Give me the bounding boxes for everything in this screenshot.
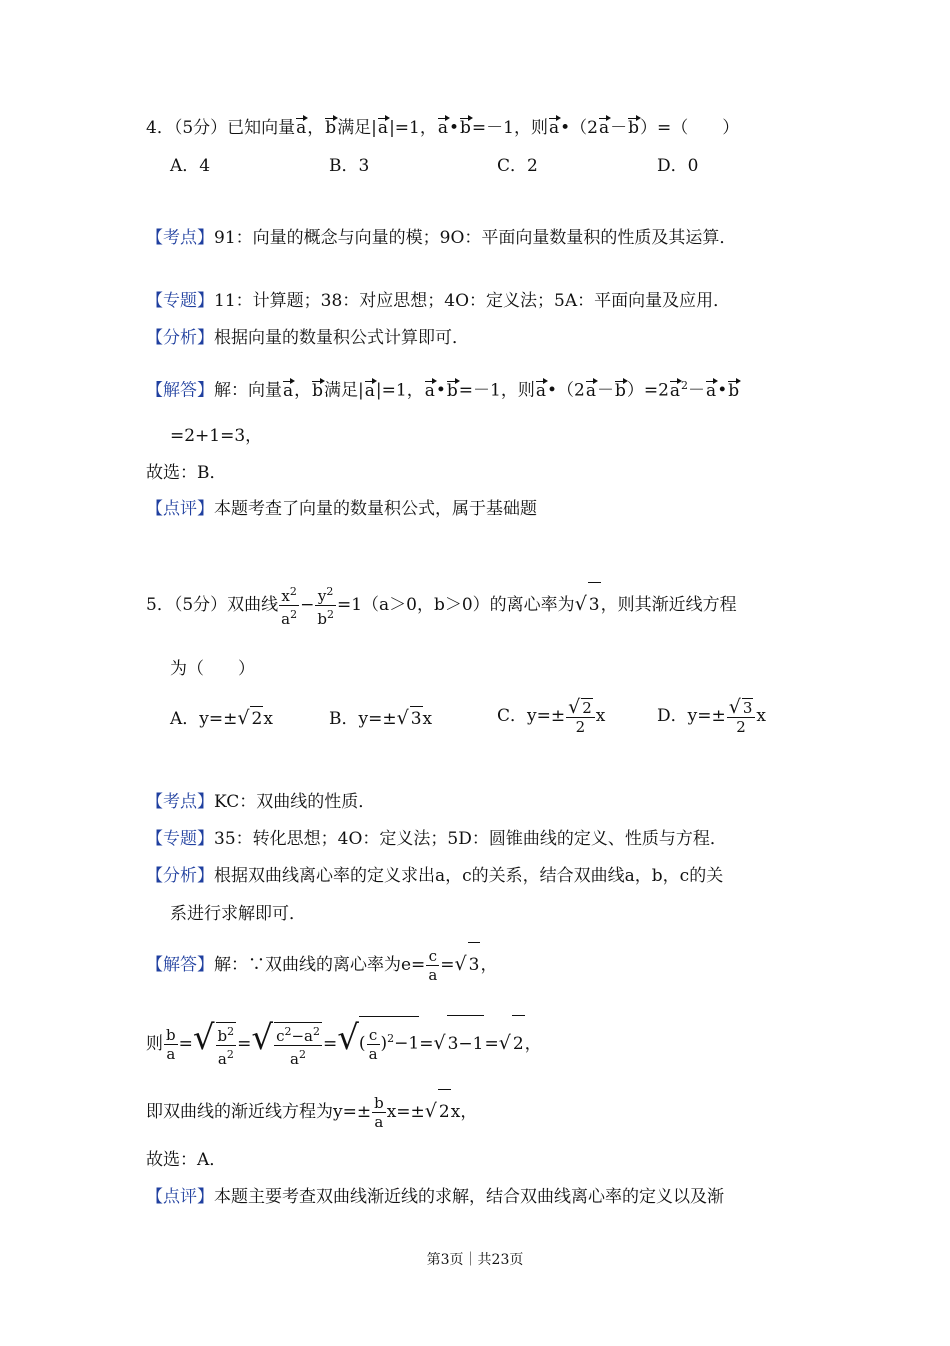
q5-fenxi: 【分析】根据双曲线离心率的定义求出a，c的关系，结合双曲线a，b，c的关 bbox=[146, 866, 724, 886]
kaodian-tag: 【考点】 bbox=[146, 228, 214, 248]
q4-stem: 4．（5分）已知向量a，b满足|a|=1，a•b=－1，则a•（2a－b）=（ ） bbox=[146, 118, 740, 138]
radical-icon: √ bbox=[454, 953, 467, 975]
vector-a: a bbox=[535, 380, 546, 401]
fraction-b2-a2: $\frac{b^2}{a^2}$ bbox=[216, 1022, 237, 1068]
radical-icon: √ bbox=[237, 707, 250, 729]
radical-icon: √ bbox=[433, 1032, 446, 1054]
vector-a: a bbox=[283, 380, 294, 401]
radical-icon: √ bbox=[424, 1100, 437, 1122]
vector-a: a bbox=[598, 118, 610, 138]
q5-fenxi-line2: 系进行求解即可． bbox=[170, 904, 306, 924]
radical-icon: √ bbox=[568, 695, 581, 718]
q5-kaodian: 【考点】KC：双曲线的性质． bbox=[146, 792, 376, 812]
radical-icon: √ bbox=[498, 1032, 511, 1054]
jieda-tag: 【解答】 bbox=[146, 380, 214, 401]
q5-option-b: B．y=±√ 3x bbox=[329, 707, 433, 729]
jieda-tag: 【解答】 bbox=[146, 955, 214, 975]
radical-icon: √ bbox=[396, 707, 409, 729]
fraction-c-a: $\frac{c}{a}$ bbox=[368, 1026, 378, 1063]
q5-stem: 5．（5分）双曲线 $\frac{x^2}{a^2}$ − $\frac{y^2}{b^2}$ =1（a＞0，b＞0）的离心率为√ 3，则其渐近线方程 bbox=[146, 582, 737, 628]
q4-zhuanti: 【专题】11：计算题；38：对应思想；4O：定义法；5A：平面向量及应用． bbox=[146, 291, 731, 311]
dianping-tag: 【点评】 bbox=[146, 499, 214, 519]
vector-a: a bbox=[548, 118, 560, 138]
kaodian-tag: 【考点】 bbox=[146, 792, 214, 812]
fraction-sqrt2-2: $\frac{√ 2}{2}$ bbox=[566, 698, 595, 736]
q5-option-d: D．y=± $\frac{√ 3}{2}$ x bbox=[657, 695, 766, 736]
page-footer: 第3页｜共23页 bbox=[426, 1252, 524, 1268]
dianping-tag: 【点评】 bbox=[146, 1187, 214, 1207]
vector-a: a bbox=[585, 380, 596, 401]
fraction-y2-b2: $\frac{y^2}{b^2}$ bbox=[317, 585, 334, 628]
vector-a: a bbox=[706, 380, 717, 401]
fraction-c2-a2-a2: $\frac{c^2-a^2}{a^2}$ bbox=[274, 1022, 322, 1068]
vector-a: a bbox=[296, 118, 307, 138]
q5-jieda: 【解答】解：∵双曲线的离心率为e= $\frac{c}{a}$ =√ 3， bbox=[146, 942, 497, 987]
q4-option-d: D．0 bbox=[657, 156, 699, 176]
q4-option-b: B．3 bbox=[329, 156, 370, 176]
radical-icon: √ bbox=[251, 1018, 274, 1058]
q5-asymptote: 即双曲线的渐近线方程为y=± $\frac{b}{a}$ x=±√ 2x， bbox=[146, 1089, 477, 1134]
q4-kaodian: 【考点】91：向量的概念与向量的模；9O：平面向量数量积的性质及其运算． bbox=[146, 228, 737, 248]
vector-a: a bbox=[377, 118, 389, 138]
radical-icon: √ bbox=[192, 1018, 215, 1058]
zhuanti-tag: 【专题】 bbox=[146, 829, 214, 849]
q5-answer: 故选：A． bbox=[146, 1150, 227, 1170]
vector-b: b bbox=[312, 380, 324, 401]
q5-option-a: A．y=±√ 2x bbox=[170, 707, 273, 729]
fraction-b-a: $\frac{b}{a}$ bbox=[374, 1094, 384, 1131]
q4-dianping: 【点评】本题考查了向量的数量积公式，属于基础题 bbox=[146, 499, 537, 519]
q4-fenxi: 【分析】根据向量的数量积公式计算即可． bbox=[146, 328, 469, 348]
q4-option-a: A．4 bbox=[170, 156, 211, 176]
vector-a: a bbox=[424, 380, 435, 401]
fraction-sqrt3-2: $\frac{√ 3}{2}$ bbox=[727, 698, 756, 736]
q4-jieda-line2: =2+1=3， bbox=[170, 426, 263, 446]
vector-b: b bbox=[325, 118, 337, 138]
vector-b: b bbox=[628, 118, 639, 138]
vector-a: a bbox=[437, 118, 448, 138]
vector-b: b bbox=[460, 118, 471, 138]
radical-icon: √ bbox=[574, 593, 587, 615]
q5-option-c: C．y=± $\frac{√ 2}{2}$ x bbox=[497, 695, 606, 736]
vector-a: a bbox=[669, 380, 681, 401]
q4-answer: 故选：B． bbox=[146, 463, 227, 483]
q5-zhuanti: 【专题】35：转化思想；4O：定义法；5D：圆锥曲线的定义、性质与方程． bbox=[146, 829, 727, 849]
q4-jieda: 【解答】解：向量a，b满足|a|=1，a•b=－1，则$a•(2a-b)=2a^2-a•b$ bbox=[146, 379, 740, 401]
q4-option-c: C．2 bbox=[497, 156, 538, 176]
fraction-c-a: $\frac{c}{a}$ bbox=[428, 947, 438, 984]
radical-icon: √ bbox=[337, 1018, 359, 1058]
vector-b: b bbox=[728, 380, 740, 401]
vector-b: b bbox=[446, 380, 458, 401]
vector-b: b bbox=[614, 380, 626, 401]
q5-dianping: 【点评】本题主要考查双曲线渐近线的求解，结合双曲线离心率的定义以及渐 bbox=[146, 1187, 724, 1207]
radical-icon: √ bbox=[728, 695, 741, 718]
zhuanti-tag: 【专题】 bbox=[146, 291, 214, 311]
vector-a: a bbox=[364, 380, 375, 401]
fenxi-tag: 【分析】 bbox=[146, 866, 214, 886]
q5-derivation: 则 $\frac{b}{a}$ =√ $\frac{b^2}{a^2}$ =√ $\frac{c^2-a^2}{a^2}$ =√( $\frac{c}{a}$ )$^2$−1=√ 3−1=√ 2， bbox=[146, 1010, 542, 1072]
fraction-x2-a2: $\frac{x^2}{a^2}$ bbox=[281, 585, 298, 628]
q5-stem-line2: 为（ ） bbox=[170, 659, 255, 679]
fraction-b-a: $\frac{b}{a}$ bbox=[166, 1026, 176, 1063]
fenxi-tag: 【分析】 bbox=[146, 328, 214, 348]
